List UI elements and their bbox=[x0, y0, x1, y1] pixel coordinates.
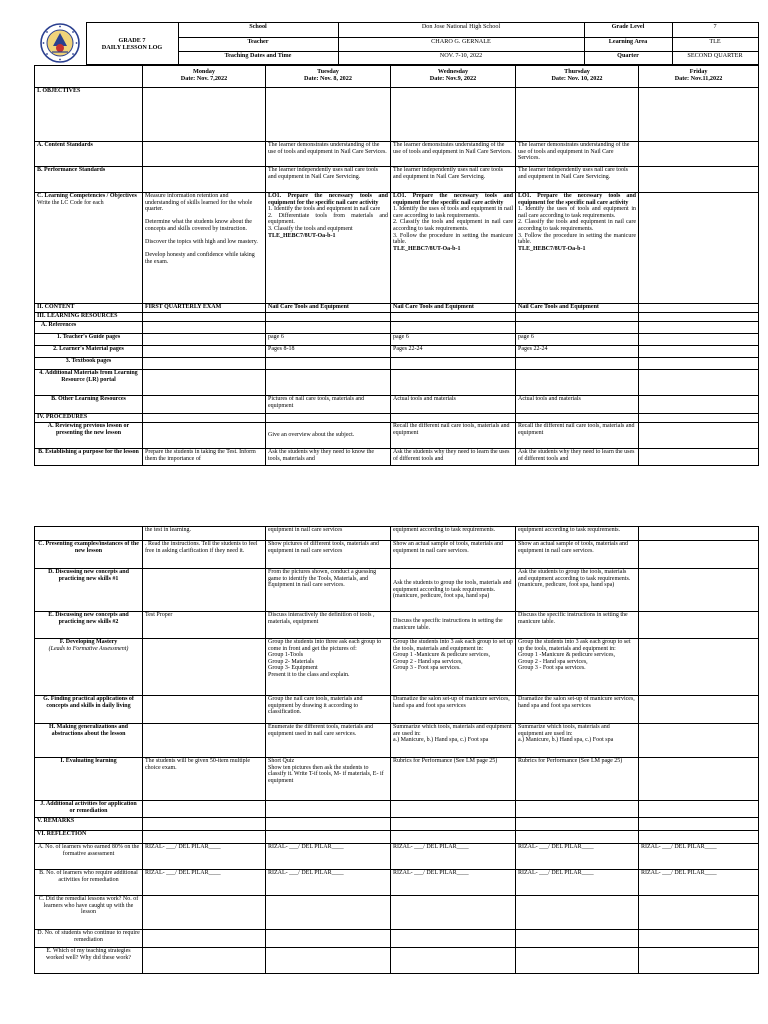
practical-thu: Dramatize the salon set-up of manicure services, hand spa and foot spa services bbox=[516, 696, 639, 724]
other-resources-wed: Actual tools and materials bbox=[391, 396, 516, 414]
day-header-friday: Friday Date: Nov.11,2022 bbox=[639, 66, 759, 88]
lm-pages-wed: Pages 22-24 bbox=[391, 346, 516, 358]
developing-mastery-label: F. Developing Mastery (Leads to Formative Assessment) bbox=[35, 639, 143, 696]
grade-title: GRADE 7 bbox=[118, 36, 146, 44]
reflection-label: VI. REFLECTION bbox=[35, 831, 143, 844]
generalizations-label: H. Making generalizations and abstractions about the lesson bbox=[35, 724, 143, 758]
teacher-label: Teacher bbox=[178, 38, 338, 51]
logo-cell bbox=[34, 23, 86, 65]
establishing-thu: Ask the students why they need to learn the uses of different tools and bbox=[516, 449, 639, 466]
log-title-cell bbox=[86, 23, 178, 65]
dates-label: Teaching Dates and Time bbox=[178, 51, 338, 64]
tally-a-fri: RIZAL- ___/ DEL PILAR____ bbox=[639, 844, 759, 870]
grade-level-value: 7 bbox=[672, 23, 758, 38]
presenting-label: C. Presenting examples/instances of the new lesson bbox=[35, 541, 143, 569]
quarter-value: SECOND QUARTER bbox=[672, 51, 758, 64]
practical-wed: Dramatize the salon set-up of manicure services, hand spa and foot spa services bbox=[391, 696, 516, 724]
lesson-log-page-2 bbox=[34, 526, 758, 974]
tally-b-tue: RIZAL- ___/ DEL PILAR____ bbox=[266, 870, 391, 896]
dates-value: NOV. 7-10, 2022 bbox=[338, 51, 584, 64]
tg-page-wed: page 6 bbox=[391, 334, 516, 346]
reflection-c-label: C. Did the remedial lessons work? No. of learners who have caught up with the lesson bbox=[35, 896, 143, 930]
lesson-table-page-1 bbox=[34, 65, 759, 466]
content-standard-tue: The learner demonstrates understanding of the use of tools and equipment in Nail Care Services. bbox=[266, 142, 391, 167]
reflection-a-label: A. No. of learners who earned 80% on the formative assessment bbox=[35, 844, 143, 870]
reflection-b-label: B. No. of learners who require additional activities for remediation bbox=[35, 870, 143, 896]
content-wednesday: Nail Care Tools and Equipment bbox=[391, 304, 516, 313]
content-label: II. CONTENT bbox=[35, 304, 143, 313]
references-label: A. References bbox=[35, 322, 143, 334]
day-header-thursday: Thursday Date: Nov. 10, 2022 bbox=[516, 66, 639, 88]
discussing-1-tue: From the pictures shown, conduct a guessing game to identify the Tools, Materials, and Equipment in nail care services. bbox=[266, 569, 391, 612]
school-label: School bbox=[178, 23, 338, 38]
other-resources-label: B. Other Learning Resources bbox=[35, 396, 143, 414]
textbook-label: 3. Textbook pages bbox=[35, 358, 143, 370]
performance-standard-tue: The learner independently uses nail care tools and equipment in Nail Care Servicing. bbox=[266, 167, 391, 193]
presenting-tue: Show pictures of different tools, materials and equipment in nail care services bbox=[266, 541, 391, 569]
discussing-1-thu: Ask the students to group the tools, materials and equipment according to task requirements. (manicure, pedicure, foot spa, hand spa) bbox=[516, 569, 639, 612]
discussing-2-wed: Discuss the specific instructions in setting the manicure table. bbox=[391, 612, 516, 639]
learning-area-value: TLE bbox=[672, 38, 758, 51]
generalization-tue: Enumerate the different tools, materials and equipment used in nail care services. bbox=[266, 724, 391, 758]
evaluating-thu: Rubrics for Performance (See LM page 25) bbox=[516, 758, 639, 801]
tg-page-tue: page 6 bbox=[266, 334, 391, 346]
reviewing-label: A. Reviewing previous lesson or presenting the new lesson bbox=[35, 423, 143, 449]
lesson-log-page-1 bbox=[34, 22, 758, 466]
teachers-guide-label: 1. Teacher's Guide pages bbox=[35, 334, 143, 346]
reviewing-wed: Recall the different nail care tools, materials and equipment bbox=[391, 423, 516, 449]
competency-wednesday: LO1. Prepare the necessary tools and equipment for the specific nail care activity 1. Identify the uses of tools and equipment in nail care according to task requirements. 2. Classify the tools and equipment in nail care according to task requirements. 3. Follow the procedure in setting the manicure table. TLE_HEBC7/8UT-Oa-b-1 bbox=[391, 193, 516, 304]
discussing-2-mon: Test Proper bbox=[143, 612, 266, 639]
competency-thursday: LO1. Prepare the necessary tools and equipment for the specific nail care activity 1. Identify the uses of tools and equipment in nail care according to task requirements. 2. Classify the tools and equipment in nail care according to task requirements. 3. Follow the procedure in setting the manicure table. TLE_HEBC7/8UT-Oa-b-1 bbox=[516, 193, 639, 304]
generalization-thu: Summarize which tools, materials and equipment are used in: a.) Manicure, b.) Hand spa, c.) Foot spa bbox=[516, 724, 639, 758]
establishing-wed: Ask the students why they need to learn the uses of different tools and bbox=[391, 449, 516, 466]
learning-resources-label: III. LEARNING RESOURCES bbox=[35, 313, 143, 322]
discussing-2-label: E. Discussing new concepts and practicing new skills #2 bbox=[35, 612, 143, 639]
grade-level-label: Grade Level bbox=[584, 23, 672, 38]
header-table bbox=[34, 22, 759, 65]
establishing-thu-cont: equipment according to task requirements. bbox=[516, 527, 639, 541]
establishing-tue-cont: equipment in nail care services bbox=[266, 527, 391, 541]
content-thursday: Nail Care Tools and Equipment bbox=[516, 304, 639, 313]
mastery-wed: Group the students into 3 ask each group to set up the tools, materials and equipment in: Group 1 -Manicure & pedicure services, Group 2 - Hand spa services, Group 3 - Foot spa services. bbox=[391, 639, 516, 696]
learners-material-label: 2. Learner's Material pages bbox=[35, 346, 143, 358]
school-value: Don Jose National High School bbox=[338, 23, 584, 38]
objectives-label: I. OBJECTIVES bbox=[35, 88, 143, 142]
competencies-label: C. Learning Competencies / Objectives Write the LC Code for each bbox=[35, 193, 143, 304]
additional-activities-label: J. Additional activities for application or remediation bbox=[35, 801, 143, 818]
quarter-label: Quarter bbox=[584, 51, 672, 64]
mastery-thu: Group the students into 3 ask each group to set up the tools, materials and equipment in: Group 1 -Manicure & pedicure services, Group 2 - Hand spa services, Group 3 - Foot spa services. bbox=[516, 639, 639, 696]
deped-seal-icon bbox=[40, 23, 80, 63]
establishing-tue: Ask the students why they need to know the tools, materials and bbox=[266, 449, 391, 466]
establishing-mon: Prepare the students in taking the Test. Inform them the importance of bbox=[143, 449, 266, 466]
presenting-thu: Show an actual sample of tools, materials and equipment in nail care services. bbox=[516, 541, 639, 569]
tally-a-tue: RIZAL- ___/ DEL PILAR____ bbox=[266, 844, 391, 870]
tally-b-fri: RIZAL- ___/ DEL PILAR____ bbox=[639, 870, 759, 896]
generalization-wed: Summarize which tools, materials and equipment are used in: a.) Manicure, b.) Hand spa, c.) Foot spa bbox=[391, 724, 516, 758]
evaluating-tue: Short Quiz Show ten pictures then ask the students to classify it. Write T-if tools, M- if materials, E- if equipment bbox=[266, 758, 391, 801]
reviewing-tue: Give an overview about the subject. bbox=[266, 423, 391, 449]
competency-monday: Measure information retention and understanding of skills learned for the whole quarter. Determine what the students know about the concepts and skills covered by instruction. Discover the topics with high and low mastery. Develop honesty and confidence while taking the exam. bbox=[143, 193, 266, 304]
evaluating-mon: The students will be given 50-item multiple choice exam. bbox=[143, 758, 266, 801]
discussing-1-label: D. Discussing new concepts and practicing new skills #1 bbox=[35, 569, 143, 612]
evaluating-label: I. Evaluating learning bbox=[35, 758, 143, 801]
day-header-wednesday: Wednesday Date: Nov.9, 2022 bbox=[391, 66, 516, 88]
remarks-label: V. REMARKS bbox=[35, 818, 143, 831]
presenting-wed: Show an actual sample of tools, materials and equipment in nail care services. bbox=[391, 541, 516, 569]
discussing-2-tue: Discuss interactively the definition of tools , materials, equipment bbox=[266, 612, 391, 639]
lesson-table-page-2 bbox=[34, 526, 759, 974]
tally-a-wed: RIZAL- ___/ DEL PILAR____ bbox=[391, 844, 516, 870]
day-header-tuesday: Tuesday Date: Nov. 8, 2022 bbox=[266, 66, 391, 88]
content-monday: FIRST QUARTERLY EXAM bbox=[143, 304, 266, 313]
content-tuesday: Nail Care Tools and Equipment bbox=[266, 304, 391, 313]
tally-a-mon: RIZAL- ___/ DEL PILAR____ bbox=[143, 844, 266, 870]
content-standard-thu: The learner demonstrates understanding of the use of tools and equipment in Nail Care Services. bbox=[516, 142, 639, 167]
additional-materials-label: 4. Additional Materials from Learning Resource (LR) portal bbox=[35, 370, 143, 396]
lm-pages-thu: Pages 22-24 bbox=[516, 346, 639, 358]
competency-tuesday: LO1. Prepare the necessary tools and equipment for the specific nail care activity 1. Identify the tools and equipment in nail care 2. Differentiate tools from materials and equipment. 3. Classify the tools and equipment TLE_HEBC7/8UT-Oa-b-1 bbox=[266, 193, 391, 304]
lm-pages-tue: Pages 8-18 bbox=[266, 346, 391, 358]
performance-standard-wed: The learner independently uses nail care tools and equipment in Nail Care Servicing. bbox=[391, 167, 516, 193]
day-header-monday: Monday Date: Nov. 7,2022 bbox=[143, 66, 266, 88]
practical-label: G. Finding practical applications of concepts and skills in daily living bbox=[35, 696, 143, 724]
teacher-value: CHARO G. GERNALE bbox=[338, 38, 584, 51]
establishing-mon-cont: the test in learning. bbox=[143, 527, 266, 541]
tally-a-thu: RIZAL- ___/ DEL PILAR____ bbox=[516, 844, 639, 870]
discussing-2-thu: Discuss the specific instructions in setting the manicure table. bbox=[516, 612, 639, 639]
other-resources-thu: Actual tools and materials bbox=[516, 396, 639, 414]
performance-standards-label: B. Performance Standards bbox=[35, 167, 143, 193]
discussing-1-wed: Ask the students to group the tools, materials and equipment according to task requirements. (manicure, pedicure, foot spa, hand spa) bbox=[391, 569, 516, 612]
mastery-tue: Group the students into three ask each group to come in front and get the pictures of: Group 1-Tools Group 2- Materials Group 3- Equipment Present it to the class and explain. bbox=[266, 639, 391, 696]
tg-page-thu: page 6 bbox=[516, 334, 639, 346]
content-standard-wed: The learner demonstrates understanding of the use of tools and equipment in Nail Care Services. bbox=[391, 142, 516, 167]
procedures-label: IV. PROCEDURES bbox=[35, 414, 143, 423]
tally-b-mon: RIZAL- ___/ DEL PILAR____ bbox=[143, 870, 266, 896]
learning-area-label: Learning Area bbox=[584, 38, 672, 51]
reflection-e-label: E. Which of my teaching strategies worked well? Why did these work? bbox=[35, 948, 143, 974]
reflection-d-label: D. No. of students who continue to require remediation bbox=[35, 930, 143, 948]
practical-tue: Group the nail care tools, materials and equipment by drawing it according to classification. bbox=[266, 696, 391, 724]
evaluating-wed: Rubrics for Performance (See LM page 25) bbox=[391, 758, 516, 801]
content-standards-label: A. Content Standards bbox=[35, 142, 143, 167]
day-header-blank bbox=[35, 66, 143, 88]
other-resources-tue: Pictures of nail care tools, materials and equipment bbox=[266, 396, 391, 414]
presenting-mon: . Read the instructions. Tell the students to feel free in asking clarification if they need it. bbox=[143, 541, 266, 569]
reviewing-thu: Recall the different nail care tools, materials and equipment bbox=[516, 423, 639, 449]
establishing-label: B. Establishing a purpose for the lesson bbox=[35, 449, 143, 466]
establishing-wed-cont: equipment according to task requirements. bbox=[391, 527, 516, 541]
tally-b-thu: RIZAL- ___/ DEL PILAR____ bbox=[516, 870, 639, 896]
tally-b-wed: RIZAL- ___/ DEL PILAR____ bbox=[391, 870, 516, 896]
log-title: DAILY LESSON LOG bbox=[101, 43, 163, 51]
performance-standard-thu: The learner independently uses nail care tools and equipment in Nail Care Servicing. bbox=[516, 167, 639, 193]
